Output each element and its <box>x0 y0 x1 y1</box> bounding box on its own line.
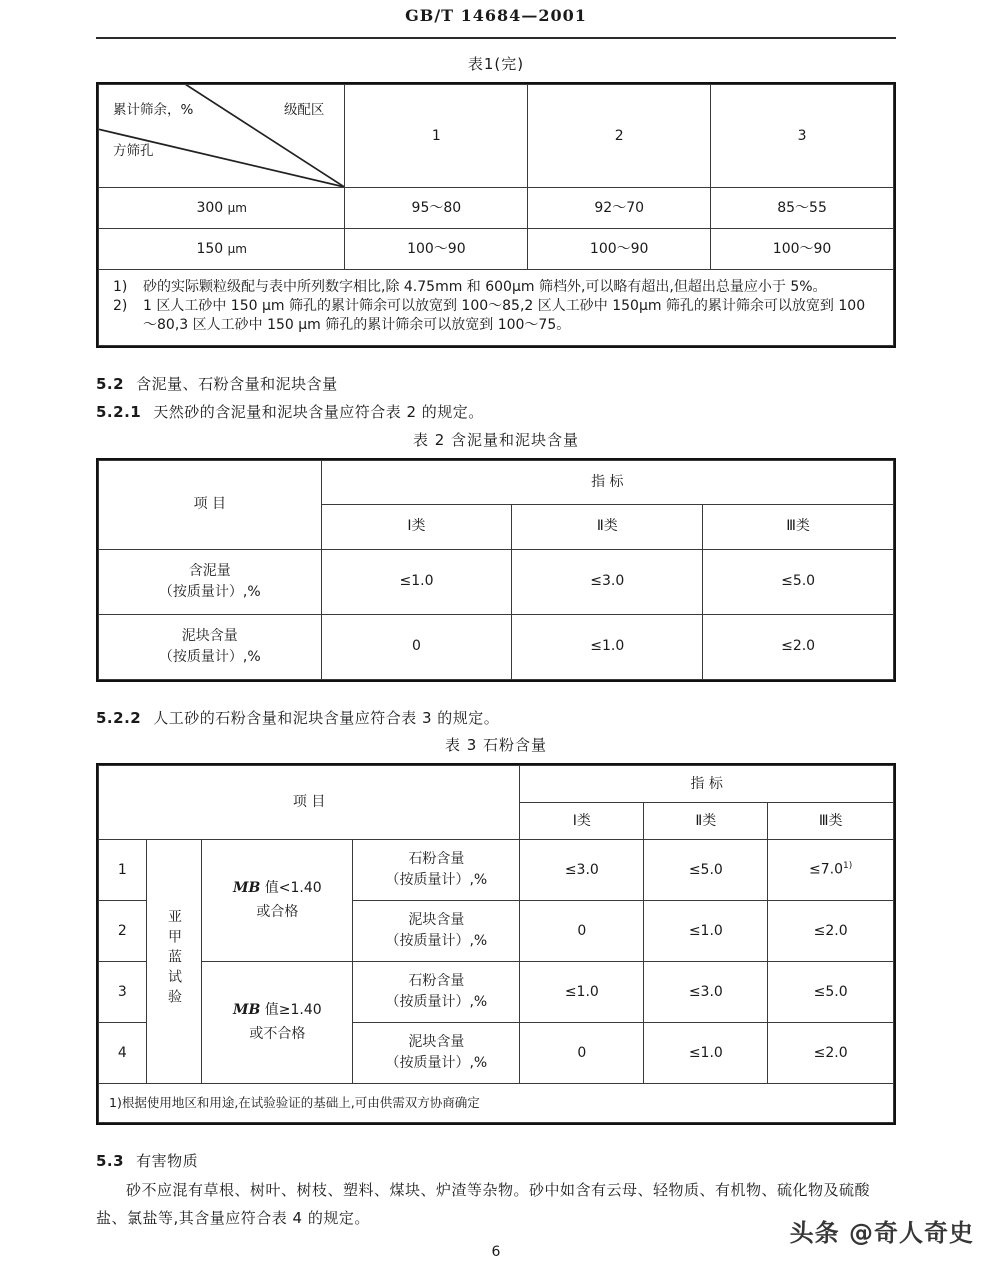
item-line-1: 含泥量 <box>188 562 231 579</box>
table2-item-mud-content <box>99 549 322 614</box>
item-line-2: （按质量计）,% <box>385 994 488 1011</box>
item-line-1: 石粉含量 <box>408 851 465 868</box>
table1-caption: 表1(完) <box>467 55 525 73</box>
table1-container <box>96 82 896 348</box>
table1-corner-label-sieve: 方筛孔 <box>113 143 154 159</box>
table1-cell-r1c0: 100～90 <box>345 229 528 270</box>
table3-cell-r2c2: ≤5.0 <box>768 962 894 1023</box>
table3-header-row-1 <box>99 766 894 803</box>
note-index: 2) <box>113 297 128 314</box>
table3-cell-r2c0: ≤1.0 <box>520 962 644 1023</box>
section-5-3-number: 5.3 <box>96 1152 125 1171</box>
section-5-3-paragraph: 砂不应混有草根、树叶、树枝、塑料、煤块、炉渣等杂物。砂中如含有云母、轻物质、有机物、硫化物及硫酸盐、氯盐等,其含量应符合表 4 的规定。 <box>96 1180 871 1228</box>
sieve-size-value: 150 <box>196 240 224 257</box>
table3-item-r0 <box>353 840 520 901</box>
table3-item-r2 <box>353 962 520 1023</box>
section-5-2-title: 含泥量、石粉含量和泥块含量 <box>136 374 338 393</box>
table3-footnote-row <box>99 1084 894 1123</box>
table3-class-3: Ⅲ类 <box>768 803 894 840</box>
table3-footnote: 1)根据使用地区和用途,在试验验证的基础上,可由供需双方协商确定 <box>99 1084 894 1123</box>
table-row <box>99 614 894 679</box>
table1-header-row <box>99 85 894 188</box>
table-row <box>99 188 894 229</box>
table-row <box>99 229 894 270</box>
section-5-2-1-text: 天然砂的含泥量和泥块含量应符合表 2 的规定。 <box>153 403 484 422</box>
table3-mb-group-2 <box>202 962 353 1084</box>
table3-class-1: Ⅰ类 <box>520 803 644 840</box>
table3-cell-r1c2: ≤2.0 <box>768 901 894 962</box>
table1-cell-r0c2: 85～55 <box>711 188 894 229</box>
table3-header-item: 项 目 <box>99 766 520 840</box>
sieve-size-value: 300 <box>196 199 224 216</box>
table3-item-r1 <box>353 901 520 962</box>
table2-class-1: Ⅰ类 <box>321 505 512 550</box>
table2-item-clay-lump <box>99 614 322 679</box>
table1-corner-label-cumulative: 累计筛余，% <box>113 102 194 118</box>
table3-row-no-4: 4 <box>99 1023 147 1084</box>
table1-cell-r0c1: 92～70 <box>528 188 711 229</box>
table1 <box>98 84 894 346</box>
table-row <box>99 840 894 901</box>
table3-cell-r1c0: 0 <box>520 901 644 962</box>
note-text: 砂的实际颗粒级配与表中所列数字相比,除 4.75mm 和 600μm 筛档外,可以略有超出,但超出总量应小于 5%。 <box>143 279 827 295</box>
item-line-1: 泥块含量 <box>408 1034 465 1051</box>
table3-cell-r2c1: ≤3.0 <box>644 962 768 1023</box>
footnote-marker: 1) <box>843 861 853 872</box>
section-5-2-1 <box>96 398 896 427</box>
vertical-label-text: 亚甲蓝试验 <box>166 908 182 1009</box>
table1-note-2 <box>113 297 879 335</box>
table3-cell-r0c0: ≤3.0 <box>520 840 644 901</box>
table3-cell-r3c2: ≤2.0 <box>768 1023 894 1084</box>
table1-notes-row <box>99 270 894 346</box>
table3-cell-r3c1: ≤1.0 <box>644 1023 768 1084</box>
sieve-size-unit: μm <box>227 200 247 215</box>
table3-container <box>96 763 896 1125</box>
table3-cell-r3c0: 0 <box>520 1023 644 1084</box>
mb-group-2-line2: 或不合格 <box>249 1025 306 1042</box>
table3-header-index: 指 标 <box>520 766 894 803</box>
table2-header-item: 项 目 <box>99 460 322 549</box>
section-5-2-2-number: 5.2.2 <box>96 708 142 727</box>
page-header-standard-code: GB/T 14684—2001 <box>405 6 587 25</box>
table2-cell-r0c1: ≤3.0 <box>512 549 703 614</box>
table2-cell-r1c1: ≤1.0 <box>512 614 703 679</box>
cell-value: ≤7.0 <box>809 862 844 879</box>
table3-row-no-1: 1 <box>99 840 147 901</box>
mb-group-1-line1: MB 值<1.40 <box>233 879 322 896</box>
table1-cell-r0c0: 95～80 <box>345 188 528 229</box>
mb-group-1-line2: 或合格 <box>256 903 299 920</box>
table3-caption: 表 3 石粉含量 <box>444 736 548 755</box>
table2-container <box>96 458 896 682</box>
table1-cell-r1c1: 100～90 <box>528 229 711 270</box>
table2-cell-r1c2: ≤2.0 <box>703 614 894 679</box>
table1-zone-3: 3 <box>711 85 894 188</box>
table2-class-3: Ⅲ类 <box>703 505 894 550</box>
item-line-1: 泥块含量 <box>181 627 238 644</box>
mb-group-2-line1: MB 值≥1.40 <box>233 1001 322 1018</box>
section-5-2-1-number: 5.2.1 <box>96 403 142 422</box>
table3-row-no-3: 3 <box>99 962 147 1023</box>
table2-class-2: Ⅱ类 <box>512 505 703 550</box>
section-5-3-title: 有害物质 <box>136 1152 199 1171</box>
table3 <box>98 765 894 1123</box>
table3-vertical-label <box>146 840 202 1084</box>
table2-header-row-1 <box>99 460 894 505</box>
table2-cell-r0c0: ≤1.0 <box>321 549 512 614</box>
header-divider <box>96 37 896 39</box>
page-number: 6 <box>491 1244 501 1260</box>
item-line-2: （按质量计）,% <box>385 933 488 950</box>
item-line-2: （按质量计）,% <box>158 648 261 665</box>
table2-header-index: 指 标 <box>321 460 893 505</box>
sieve-size-unit: μm <box>227 241 247 256</box>
table3-class-2: Ⅱ类 <box>644 803 768 840</box>
table-row <box>99 549 894 614</box>
section-5-3-heading <box>96 1147 896 1176</box>
table2 <box>98 460 894 680</box>
table1-corner-header <box>99 85 345 188</box>
note-index: 1) <box>113 279 128 295</box>
item-line-2: （按质量计）,% <box>385 1055 488 1072</box>
table3-cell-r1c1: ≤1.0 <box>644 901 768 962</box>
section-5-2-2-text: 人工砂的石粉含量和泥块含量应符合表 3 的规定。 <box>153 708 500 727</box>
note-text: 1 区人工砂中 150 μm 筛孔的累计筛余可以放宽到 100～85,2 区人工砂中 150μm 筛孔的累计筛余可以放宽到 100～80,3 区人工砂中 150 μm 筛孔的累计筛余可以放宽到 100～75。 <box>143 297 866 333</box>
table1-notes <box>99 270 894 346</box>
table1-sieve-label-150 <box>99 229 345 270</box>
table1-note-1 <box>113 278 879 297</box>
table2-caption: 表 2 含泥量和泥块含量 <box>412 430 580 449</box>
item-line-1: 石粉含量 <box>408 973 465 990</box>
table-row <box>99 962 894 1023</box>
watermark: 头条 @奇人奇史 <box>789 1219 974 1247</box>
table3-cell-r0c1: ≤5.0 <box>644 840 768 901</box>
table3-mb-group-1 <box>202 840 353 962</box>
table1-corner-label-zone: 级配区 <box>283 102 325 118</box>
section-5-2-2 <box>96 704 896 733</box>
table1-cell-r1c2: 100～90 <box>711 229 894 270</box>
table1-sieve-label-300 <box>99 188 345 229</box>
item-line-2: （按质量计）,% <box>385 872 488 889</box>
table2-cell-r1c0: 0 <box>321 614 512 679</box>
table3-cell-r0c2 <box>768 840 894 901</box>
section-5-2-heading <box>96 370 896 399</box>
table1-zone-1: 1 <box>345 85 528 188</box>
table3-item-r3 <box>353 1023 520 1084</box>
table3-row-no-2: 2 <box>99 901 147 962</box>
item-line-2: （按质量计）,% <box>158 583 261 600</box>
item-line-1: 泥块含量 <box>408 912 465 929</box>
section-5-2-number: 5.2 <box>96 374 125 393</box>
table1-zone-2: 2 <box>528 85 711 188</box>
table2-cell-r0c2: ≤5.0 <box>703 549 894 614</box>
